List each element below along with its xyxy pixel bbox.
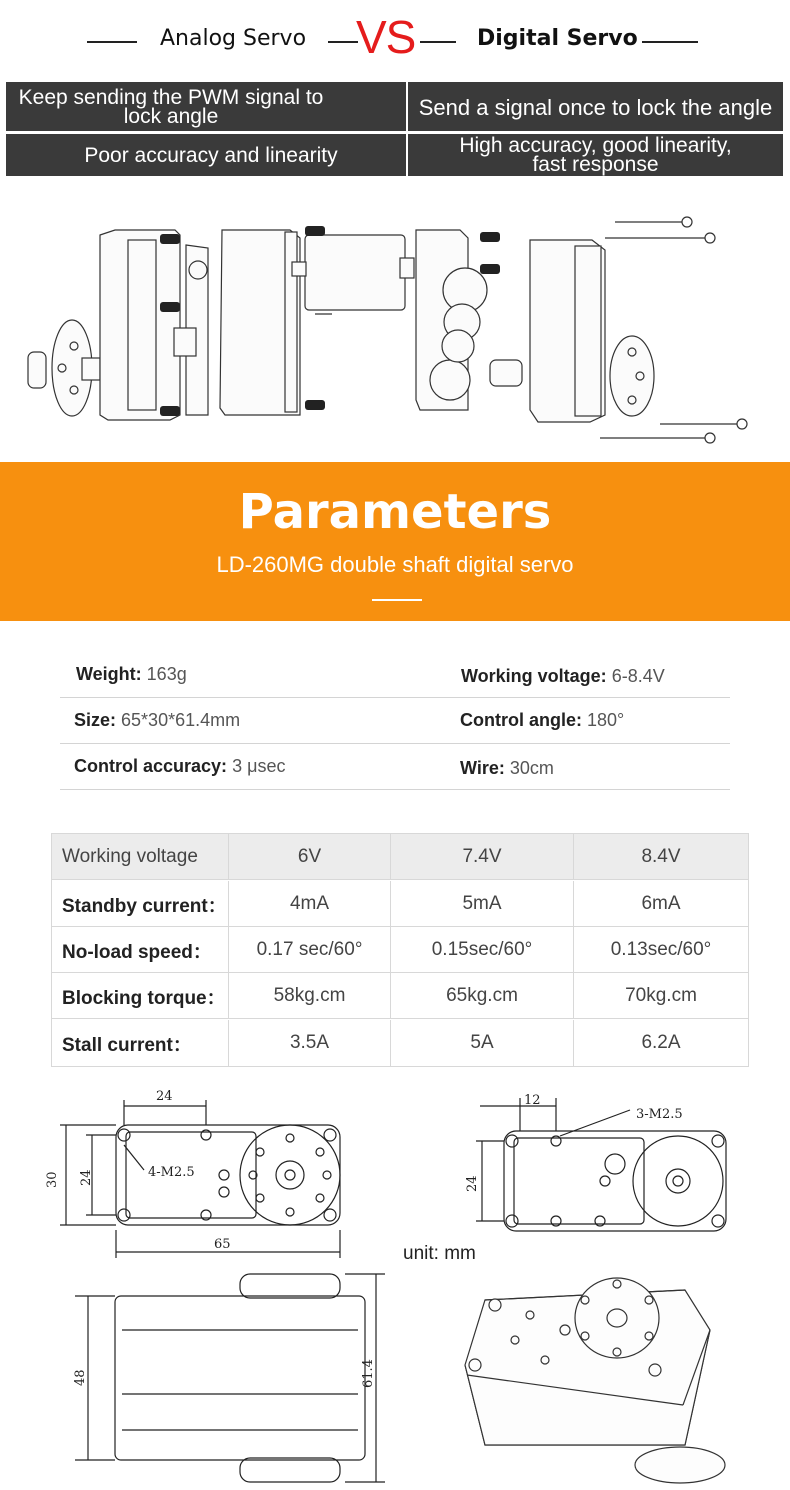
- table-row-label: Standby current：: [52, 881, 229, 927]
- table-cell: 65kg.cm: [391, 973, 574, 1019]
- analog-signal-cell: Keep sending the PWM signal to lock angle: [18, 86, 324, 128]
- spec-value: 163g: [146, 664, 187, 684]
- spec-key: Weight:: [76, 664, 142, 684]
- dim-bottom-height: 24: [465, 1175, 480, 1192]
- table-row: [52, 927, 748, 973]
- table-cell: 5mA: [391, 881, 574, 927]
- table-row-label: Stall current：: [52, 1020, 229, 1066]
- comparison-table: [6, 82, 783, 176]
- parameters-title: Parameters: [238, 484, 552, 540]
- parameters-banner: [0, 462, 790, 621]
- table-row: [52, 1020, 748, 1066]
- table-cell: 3.5A: [229, 1020, 391, 1066]
- table-cell: 4mA: [229, 881, 391, 927]
- spec-value: 6-8.4V: [611, 666, 665, 686]
- spec-working-voltage: [461, 666, 665, 687]
- table-cell: 6.2A: [641, 1032, 681, 1053]
- unit-label: unit: mm: [403, 1243, 476, 1264]
- analog-accuracy-cell: Poor accuracy and linearity: [84, 143, 338, 167]
- spec-weight: [76, 664, 187, 685]
- vs-label: VS: [356, 11, 416, 63]
- header-rule-right-inner: [420, 41, 456, 43]
- table-cell: 70kg.cm: [625, 985, 697, 1006]
- header-rule-right-outer: [642, 41, 698, 43]
- spec-value: 180°: [587, 710, 625, 730]
- spec-key: Working voltage:: [461, 666, 607, 686]
- table-header-row: [52, 834, 748, 880]
- spec-value: 3 μsec: [232, 756, 286, 776]
- header-rule-left-outer: [87, 41, 137, 43]
- header-rule-left-inner: [328, 41, 358, 43]
- digital-signal-cell: Send a signal once to lock the angle: [418, 95, 773, 120]
- digital-servo-title: Digital Servo: [477, 26, 638, 51]
- table-row: [52, 881, 748, 927]
- isometric-servo-drawing: [455, 1270, 755, 1485]
- dim-bottom-width: 12: [524, 1093, 541, 1108]
- dim-body-height: 48: [73, 1369, 88, 1386]
- table-cell: 0.13sec/60°: [610, 939, 712, 960]
- spec-wire: [460, 758, 554, 779]
- spec-size: [74, 710, 240, 731]
- table-divider-horizontal: [6, 131, 783, 134]
- product-subtitle: LD-260MG double shaft digital servo: [216, 552, 574, 577]
- table-divider-vertical: [406, 82, 408, 176]
- spec-value: 65*30*61.4mm: [121, 710, 241, 730]
- table-row: [52, 973, 748, 1019]
- spec-control-angle: [460, 710, 624, 731]
- dim-outer-height: 30: [45, 1171, 60, 1188]
- bottom-view-dimension-drawing: [460, 1086, 730, 1236]
- table-cell: 6mA: [641, 893, 681, 914]
- dim-holes-label: 4-M2.5: [148, 1165, 195, 1180]
- side-view-dimension-drawing: [60, 1270, 400, 1485]
- table-header-cell: 8.4V: [641, 846, 681, 867]
- table-header-cell: 6V: [229, 834, 391, 880]
- spec-key: Control accuracy:: [74, 756, 228, 776]
- exploded-view-drawing: [20, 210, 770, 460]
- spec-key: Size:: [74, 710, 117, 730]
- comparison-header: [0, 0, 790, 80]
- spec-key: Control angle:: [460, 710, 582, 730]
- dim-inner-height: 24: [79, 1169, 94, 1186]
- spec-row: [60, 652, 730, 698]
- table-header-cell: 7.4V: [391, 834, 574, 880]
- table-header-cell: Working voltage: [52, 834, 229, 880]
- spec-row: [60, 698, 730, 744]
- dim-top-width: 24: [156, 1089, 173, 1104]
- dim-bottom-holes: 3-M2.5: [636, 1107, 683, 1122]
- title-underline: [372, 599, 422, 601]
- top-view-dimension-drawing: [45, 1080, 358, 1270]
- spec-value: 30cm: [509, 758, 554, 778]
- table-row-label: Blocking torque：: [52, 973, 229, 1019]
- table-cell: 5A: [391, 1020, 574, 1066]
- performance-table: [51, 833, 749, 1067]
- spec-control-accuracy: [74, 756, 285, 777]
- analog-servo-title: Analog Servo: [160, 26, 307, 51]
- table-cell: 58kg.cm: [229, 973, 391, 1019]
- table-row-label: No-load speed：: [52, 927, 229, 973]
- spec-row: [60, 744, 730, 790]
- dim-length: 65: [214, 1237, 231, 1252]
- spec-key: Wire:: [460, 758, 505, 778]
- digital-accuracy-cell: High accuracy, good linearity, fast response: [459, 134, 732, 176]
- table-cell: 0.17 sec/60°: [229, 927, 391, 973]
- dim-total-height: 61.4: [361, 1359, 376, 1388]
- table-cell: 0.15sec/60°: [391, 927, 574, 973]
